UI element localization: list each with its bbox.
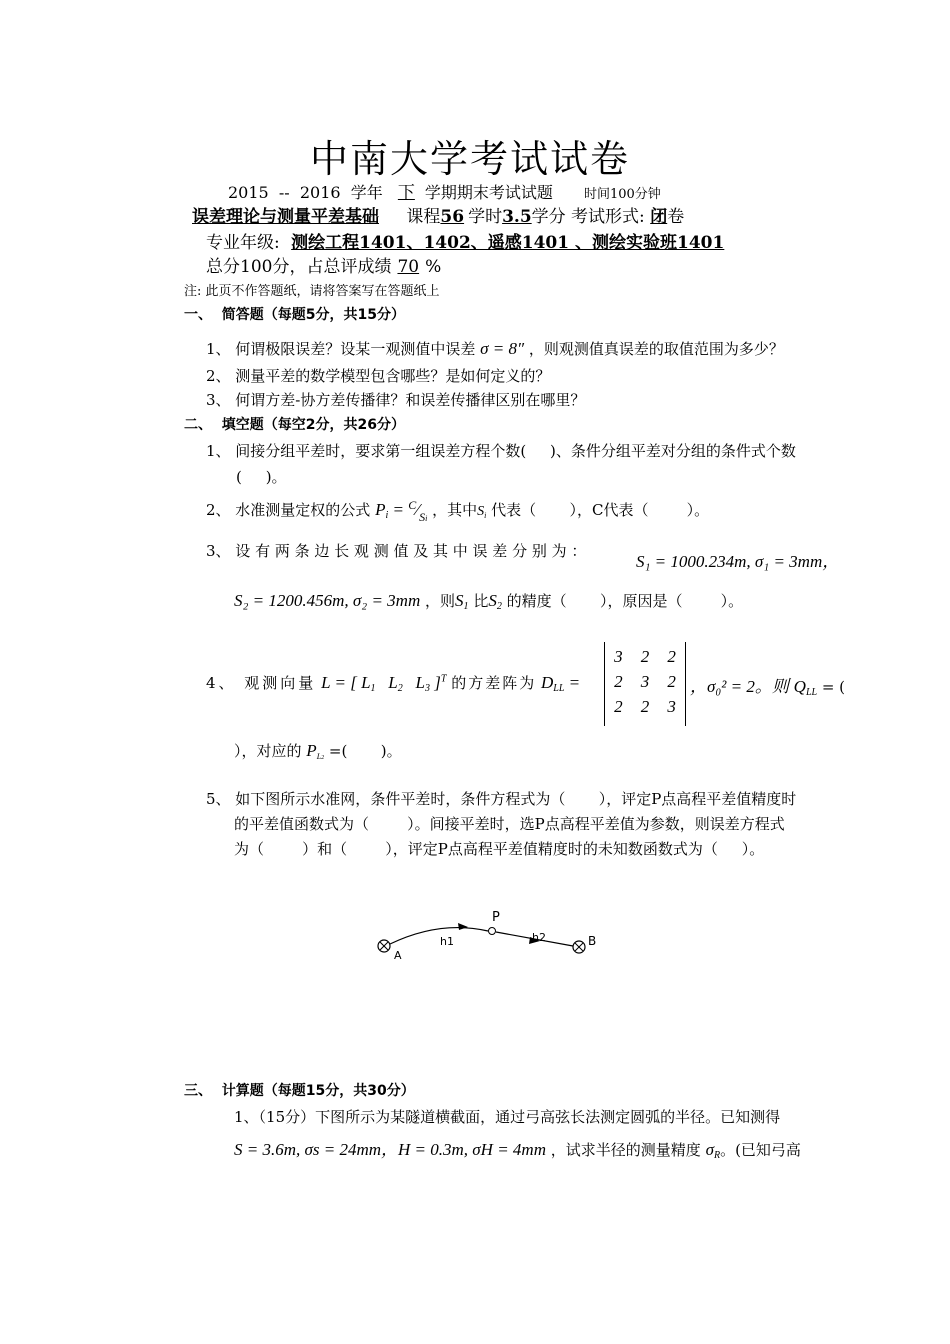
label-h2: h2 [532, 931, 546, 944]
s2-q4-text-d: = ( [821, 678, 846, 696]
matrix-cell: 2 [640, 646, 650, 666]
point-p-icon [489, 928, 496, 935]
s2-q1-line1: 1、 间接分组平差时，要求第一组误差方程个数( )、条件分组平差对分组的条件式个数 [206, 442, 796, 460]
exam-form-suffix: 卷 [667, 207, 685, 227]
s2-q4-text-a: 4、 观测向量 [206, 674, 317, 692]
exam-title: 中南大学考试试卷 [310, 137, 631, 181]
label-b: B [588, 934, 597, 948]
term: 下 [397, 183, 415, 203]
exam-time: 时间100分钟 [583, 187, 661, 202]
s2-q2-si: $S_i$ [477, 504, 487, 520]
s1-q2: 2、 测量平差的数学模型包含哪些？是如何定义的？ [206, 367, 551, 385]
course-hours: 56 [440, 207, 465, 227]
s2-q3-formula1: S₁ = 1000.234m, σ₁ = 3mm， [636, 552, 840, 571]
s2-q4-text-b: 的方差阵为 [451, 674, 537, 692]
score-pct-unit: % [425, 257, 442, 277]
s2-q3-line2 [234, 590, 743, 612]
course-credits: 3.5 [502, 207, 532, 227]
score-label: 总分100分，占总评成绩 [206, 257, 392, 277]
matrix-cell: 2 [667, 671, 676, 691]
s2-q2-text-b: ，其中 [432, 501, 478, 519]
s2-q4-matrix [604, 642, 686, 726]
s2-q2-text-c: 代表（ ），C代表（ ）。 [491, 501, 710, 519]
course-name: 误差理论与测量平差基础 [192, 207, 379, 227]
matrix-cell: 2 [667, 646, 676, 666]
benchmark-a-icon [378, 940, 390, 952]
score-line [206, 252, 441, 277]
s1-q1-text-b: ，则观测值真误差的取值范围为多少？ [528, 340, 784, 358]
matrix-cell: 3 [614, 646, 623, 666]
year-range: 2015 -- 2016 学年 [228, 183, 383, 202]
matrix-cell: 2 [614, 671, 623, 691]
s2-q3-s2: $S_2$ [488, 591, 502, 612]
s2-q4-text-f: =( )。 [328, 742, 402, 760]
leveling-network-diagram [370, 900, 610, 970]
major-line [206, 228, 748, 253]
matrix-row [605, 694, 685, 719]
s3-q1-formula: S = 3.6m, σs = 24mm，H = 0.3m, σH = 4mm [234, 1140, 546, 1159]
hours-label: 课程 [406, 207, 441, 227]
s3-q1-text-b: ，试求半径的测量精度 [550, 1141, 701, 1159]
course-line [192, 202, 684, 227]
section3-heading: 三、 计算题（每题15分，共30分） [184, 1083, 415, 1099]
s2-q3-line1: 3、 设 有 两 条 边 长 观 测 值 及 其 中 误 差 分 别 为 ： [206, 542, 587, 560]
s2-q4-pl2: $P_{L2}$ [306, 741, 325, 761]
section2-heading: 二、 填空题（每空2分，共26分） [184, 417, 405, 433]
s2-q4-qll: $Q_{LL}$ [793, 677, 818, 698]
s2-q4-sigma0: ，σ₀² = 2。则 [690, 677, 789, 696]
s2-q4-line1 [206, 672, 580, 694]
s2-q3-text-d: 的精度（ ），原因是（ ）。 [506, 592, 744, 610]
matrix-cell: 3 [640, 671, 650, 691]
s2-q5-line3: 为（ ）和（ ），评定P点高程平差值精度时的未知数函数式为（ ）。 [234, 840, 765, 858]
s3-q1-line2 [234, 1135, 801, 1161]
major-label: 专业年级: [206, 233, 280, 253]
s3-q1-text-c: 。(已知弓高 [720, 1141, 801, 1159]
exam-note: 注: 此页不作答题纸，请将答案写在答题纸上 [184, 284, 440, 299]
s1-q1-sigma: σ = 8″ [480, 339, 525, 358]
s2-q4-text-e: ），对应的 [234, 742, 302, 760]
s2-q2-formula: $P_i$ = $^C⁄_{Si}$ [375, 498, 428, 524]
exam-form: 闭 [650, 207, 668, 227]
s2-q5-line2: 的平差值函数式为（ ）。间接平差时，选P点高程平差值为参数，则误差方程式 [234, 815, 785, 833]
credits-label: 学时 [468, 207, 503, 227]
year-line [228, 178, 661, 203]
matrix-cell: 2 [614, 696, 623, 716]
matrix-cell: 2 [640, 696, 650, 716]
s2-q3-formula2: S₂ = 1200.456m, σ₂ = 3mm [234, 591, 421, 610]
section1-heading: 一、 简答题（每题5分，共15分） [184, 307, 405, 323]
benchmark-b-icon [573, 941, 585, 953]
s2-q1-line2: ( )。 [236, 468, 287, 486]
s2-q5-line1: 5、 如下图所示水准网，条件平差时，条件方程式为（ ），评定P点高程平差值精度时 [206, 790, 797, 808]
matrix-cell: 3 [667, 696, 676, 716]
s3-q1-line1: 1、（15分）下图所示为某隧道横截面，通过弓高弦长法测定圆弧的半径。已知测得 [234, 1108, 781, 1126]
matrix-row [605, 669, 685, 694]
s1-q1-text-a: 1、 何谓极限误差？设某一观测值中误差 [206, 340, 476, 358]
exam-form-label: 学分 考试形式: [531, 207, 645, 227]
label-p: P [492, 910, 500, 925]
s1-q3: 3、 何谓方差-协方差传播律？和误差传播律区别在哪里？ [206, 391, 586, 409]
s3-q1-sigma-r: $\sigma_R$ [705, 1140, 721, 1161]
s2-q4-line2 [234, 740, 402, 761]
route-h1 [390, 928, 488, 944]
s2-q2 [206, 498, 709, 525]
label-h1: h1 [440, 935, 454, 948]
s2-q3-text-b: ，则 [425, 592, 456, 610]
arrow-h1-icon [458, 923, 468, 930]
s2-q4-dll: $D_{LL}$ = [541, 673, 581, 694]
s2-q4-line1b [690, 672, 845, 698]
s2-q2-text-a: 2、 水准测量定权的公式 [206, 501, 371, 519]
major-value: 测绘工程1401、1402、遥感1401 、测绘实验班1401 [291, 233, 725, 253]
score-pct: 70 [397, 257, 420, 277]
s1-q1 [206, 338, 784, 359]
s2-q3-text-c: 比 [473, 592, 489, 610]
matrix-row [605, 644, 685, 669]
label-a: A [394, 949, 402, 962]
s2-q4-vector: L = [ $L_1$ $L_2$ $L_3$ ]$^T$ [321, 673, 447, 694]
s2-q3-s1: $S_1$ [455, 591, 469, 612]
term-suffix: 学期期末考试试题 [424, 183, 553, 202]
